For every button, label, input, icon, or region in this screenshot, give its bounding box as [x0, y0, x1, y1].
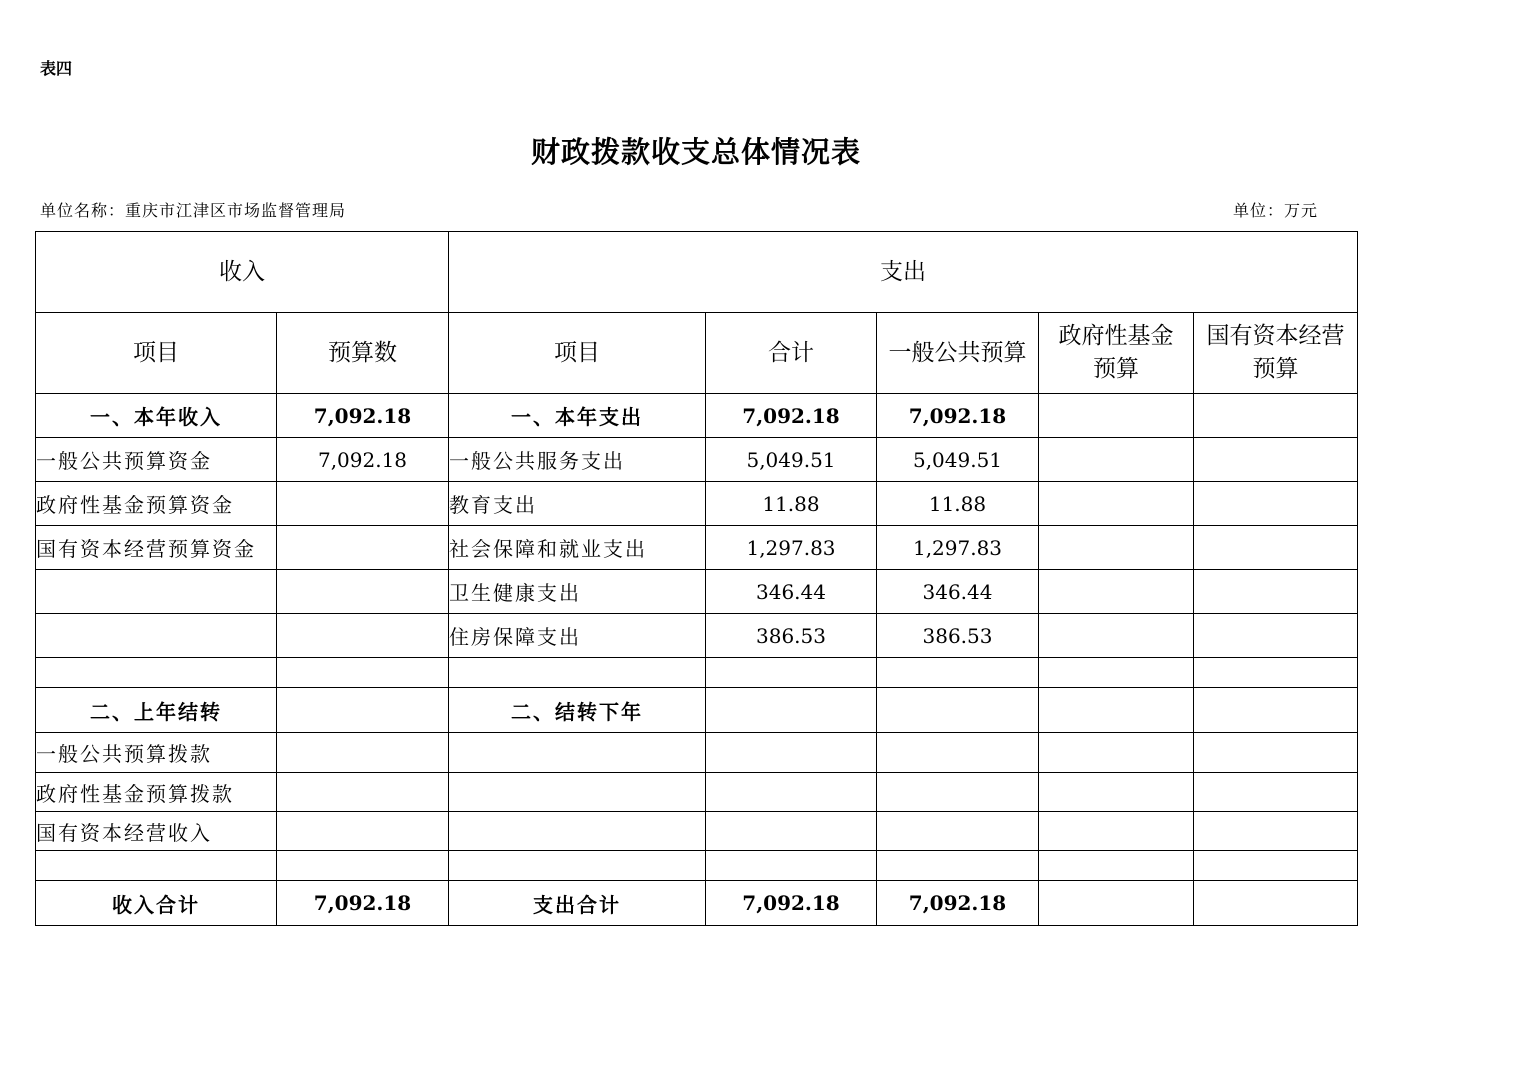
gov-fund-value: [1039, 570, 1194, 614]
income-label: 国有资本经营收入: [36, 812, 277, 851]
expense-total-label: 支出合计: [449, 881, 706, 926]
income-label: 政府性基金预算资金: [36, 482, 277, 526]
income-total-label: 收入合计: [36, 881, 277, 926]
total-value: [706, 733, 877, 773]
general-value: 7,092.18: [877, 394, 1039, 438]
expense-label: [449, 851, 706, 881]
state-capital-value: [1194, 526, 1358, 570]
income-value: [277, 773, 449, 812]
income-label: 二、上年结转: [36, 688, 277, 733]
state-capital-value: [1194, 438, 1358, 482]
income-label: [36, 614, 277, 658]
general-value: 1,297.83: [877, 526, 1039, 570]
state-capital-value: [1194, 614, 1358, 658]
general-value: [877, 658, 1039, 688]
income-label: [36, 851, 277, 881]
gov-fund-value: [1039, 851, 1194, 881]
state-capital-value: [1194, 688, 1358, 733]
expense-label: 二、结转下年: [449, 688, 706, 733]
gov-fund-value: [1039, 688, 1194, 733]
table-number: 表四: [40, 59, 73, 78]
gov-fund-value: [1039, 482, 1194, 526]
header-row-top: [36, 232, 1358, 313]
income-label: 一般公共预算资金: [36, 438, 277, 482]
total-value: [706, 658, 877, 688]
table-row: [36, 688, 1358, 733]
gov-fund-value: [1039, 614, 1194, 658]
expense-item-header: 项目: [449, 313, 706, 394]
income-label: [36, 570, 277, 614]
state-capital-value: [1194, 570, 1358, 614]
expense-label: [449, 812, 706, 851]
table-row: [36, 438, 1358, 482]
total-value: [706, 851, 877, 881]
table-row: [36, 733, 1358, 773]
state-capital-value: [1194, 733, 1358, 773]
state-capital-value: [1194, 394, 1358, 438]
state-capital-value: [1194, 812, 1358, 851]
total-value: [706, 688, 877, 733]
state-capital-value: [1194, 773, 1358, 812]
income-value: [277, 614, 449, 658]
expense-label: [449, 773, 706, 812]
income-value: [277, 570, 449, 614]
total-header: 合计: [706, 313, 877, 394]
total-value: 346.44: [706, 570, 877, 614]
general-value: 346.44: [877, 570, 1039, 614]
general-value: [877, 812, 1039, 851]
table-row: [36, 773, 1358, 812]
general-value: [877, 688, 1039, 733]
income-budget-header: 预算数: [277, 313, 449, 394]
budget-table: [35, 231, 1358, 926]
state-capital-header: 国有资本经营 预算: [1194, 313, 1358, 394]
expense-label: 一、本年支出: [449, 394, 706, 438]
table-row: [36, 526, 1358, 570]
gov-fund-value: [1039, 733, 1194, 773]
gov-fund-value: [1039, 394, 1194, 438]
table-row: [36, 658, 1358, 688]
table-row: [36, 851, 1358, 881]
income-label: 一般公共预算拨款: [36, 733, 277, 773]
income-value: [277, 851, 449, 881]
expense-label: [449, 733, 706, 773]
general-value: [877, 733, 1039, 773]
general-value: 11.88: [877, 482, 1039, 526]
income-label: [36, 658, 277, 688]
general-value: [877, 773, 1039, 812]
income-item-header: 项目: [36, 313, 277, 394]
general-value: 5,049.51: [877, 438, 1039, 482]
total-value: 7,092.18: [706, 394, 877, 438]
totals-row: [36, 881, 1358, 926]
gov-fund-value: [1039, 773, 1194, 812]
currency-unit: 单位：万元: [1233, 201, 1319, 220]
income-value: [277, 733, 449, 773]
general-value: [877, 851, 1039, 881]
state-capital-total-value: [1194, 881, 1358, 926]
total-value: 5,049.51: [706, 438, 877, 482]
income-label: 政府性基金预算拨款: [36, 773, 277, 812]
gov-fund-value: [1039, 438, 1194, 482]
income-value: [277, 658, 449, 688]
income-label: 国有资本经营预算资金: [36, 526, 277, 570]
income-value: [277, 526, 449, 570]
expense-label: 教育支出: [449, 482, 706, 526]
expense-label: [449, 658, 706, 688]
gov-fund-value: [1039, 812, 1194, 851]
gov-fund-value: [1039, 526, 1194, 570]
table-row: [36, 614, 1358, 658]
page-title: 财政拨款收支总体情况表: [530, 135, 861, 169]
unit-name: 单位名称：重庆市江津区市场监督管理局: [40, 201, 347, 220]
state-capital-value: [1194, 851, 1358, 881]
general-value: 386.53: [877, 614, 1039, 658]
total-value: 1,297.83: [706, 526, 877, 570]
income-value: [277, 812, 449, 851]
state-capital-value: [1194, 658, 1358, 688]
total-value: [706, 773, 877, 812]
expense-label: 住房保障支出: [449, 614, 706, 658]
total-value: 11.88: [706, 482, 877, 526]
income-label: 一、本年收入: [36, 394, 277, 438]
total-value: [706, 812, 877, 851]
expense-header: 支出: [449, 232, 1358, 313]
table-row: [36, 570, 1358, 614]
income-header: 收入: [36, 232, 449, 313]
expense-total-value: 7,092.18: [706, 881, 877, 926]
income-value: 7,092.18: [277, 394, 449, 438]
table-row: [36, 812, 1358, 851]
state-capital-value: [1194, 482, 1358, 526]
income-total-value: 7,092.18: [277, 881, 449, 926]
gov-fund-value: [1039, 658, 1194, 688]
table-row: [36, 482, 1358, 526]
expense-label: 一般公共服务支出: [449, 438, 706, 482]
income-value: [277, 688, 449, 733]
expense-label: 卫生健康支出: [449, 570, 706, 614]
general-total-value: 7,092.18: [877, 881, 1039, 926]
gov-fund-header: 政府性基金 预算: [1039, 313, 1194, 394]
total-value: 386.53: [706, 614, 877, 658]
table-row: [36, 394, 1358, 438]
general-budget-header: 一般公共预算: [877, 313, 1039, 394]
header-row-columns: [36, 313, 1358, 394]
gov-fund-total-value: [1039, 881, 1194, 926]
income-value: [277, 482, 449, 526]
expense-label: 社会保障和就业支出: [449, 526, 706, 570]
income-value: 7,092.18: [277, 438, 449, 482]
